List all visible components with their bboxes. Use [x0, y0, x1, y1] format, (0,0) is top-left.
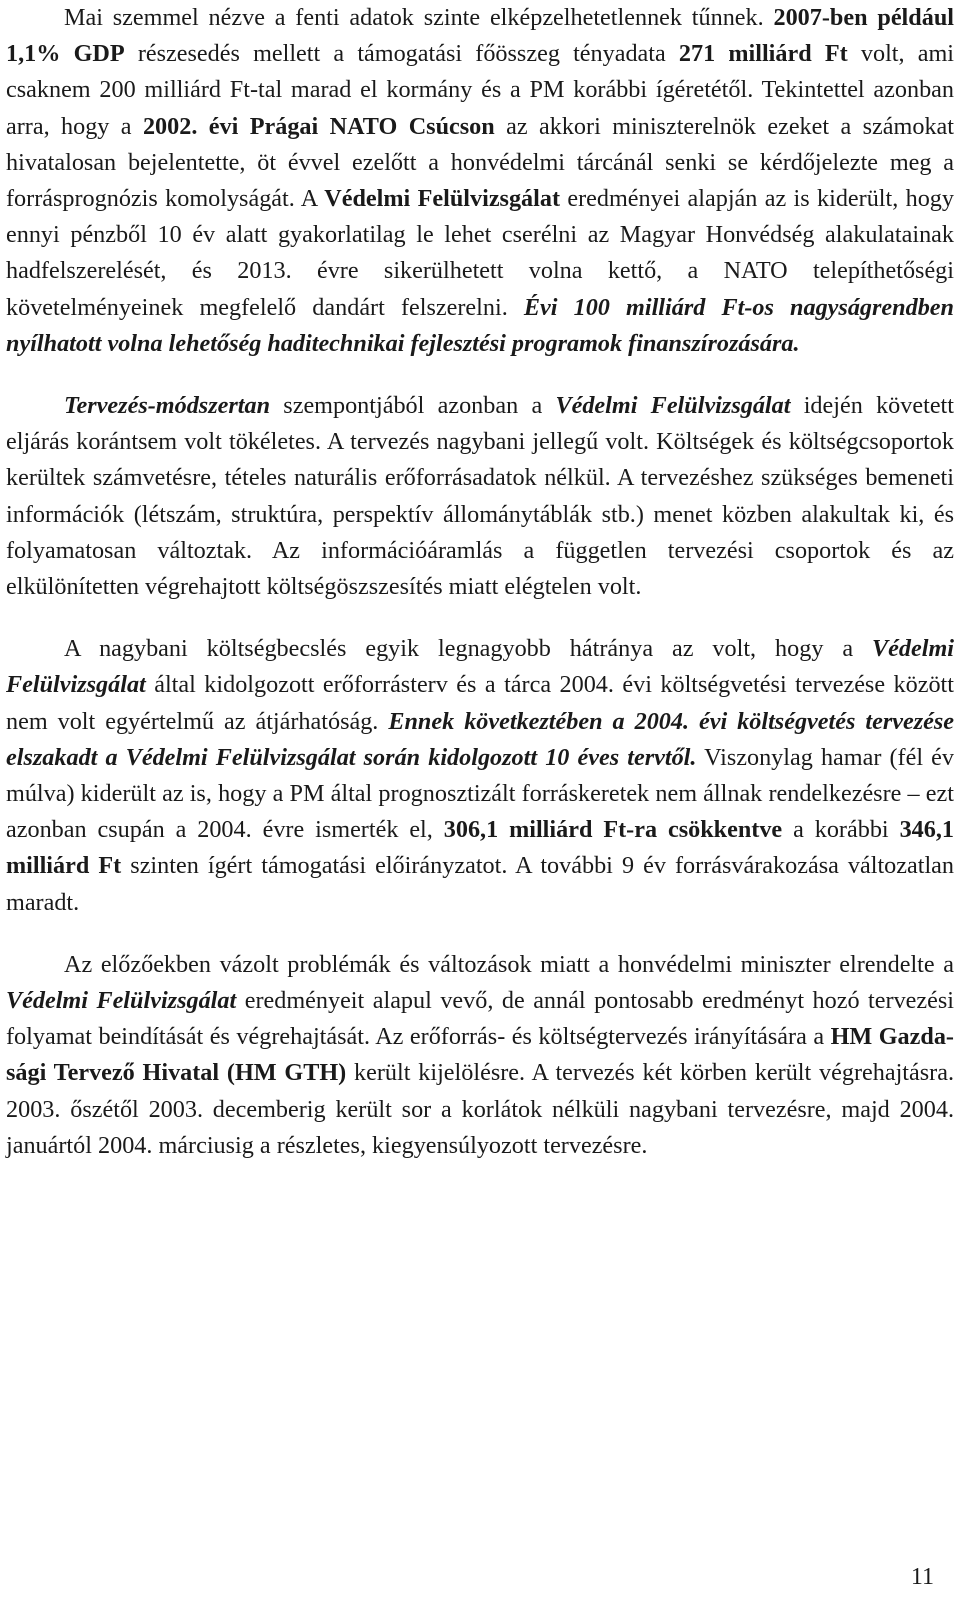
text-segment: HM Gazdasági Tervező Hivatal (HM GTH) [6, 1023, 954, 1087]
text-segment: az akkori miniszterelnök ezeket a számokat hivatalosan bejelentette, öt évvel ezelőtt a honvédelmi tárcánál senki se kérdőjelezte meg a forrásprognózis komolyságát. A [6, 112, 954, 213]
text-segment: Viszonylag hamar (fél év múlva) kiderült az is, hogy a PM által prognosztizált forráskeretek nem állnak rendelkezésre – ezt azonban csupán a 2004. évre ismerték el, [6, 743, 955, 844]
text-segment: idején követett eljárás korántsem volt tökéletes. A tervezés nagybani jellegű volt. Költségek és költségcsoportok kerültek számvetésre, tételes naturális erőforrásadatok nélkül. A tervezéshez szükséges bemeneti információk (létszám, struktúra, perspektív állománytáblák stb.) menet közben alakultak ki, és folyamatosan változtak. Az információáramlás a független tervezési csoportok és az elkülönítetten végrehajtott költségöszszesítés miatt elégtelen volt. [6, 392, 954, 601]
text-segment: Évi 100 milliárd Ft-os nagyságrendben nyílhatott volna lehetőség haditechnikai fejlesztési programok finanszírozására. [6, 293, 954, 357]
text-segment: eredményeit alapul vevő, de annál pontosabb eredményt hozó tervezési folyamat beindítását és végrehajtását. Az erőforrás- és költségtervezés irányítására a [6, 987, 955, 1051]
text-segment: Védelmi Felülvizsgálat [6, 987, 237, 1015]
text-segment: Mai szemmel nézve a fenti adatok szinte elképzelhetetlennek tűnnek. [64, 4, 774, 31]
text-segment: eredményei alapján az is kiderült, hogy ennyi pénzből 10 év alatt gyakorlatilag le lehet cserélni az Magyar Honvédség alakulatainak hadfelszerelését, és 2013. évre sikerülhetett volna kettő, a NATO telepíthetőségi követelményeinek megfelelő dandárt felszerelni. [6, 185, 954, 321]
text-segment: Védelmi Felülvizsgálat [555, 392, 791, 420]
text-segment: került kijelölésre. A tervezés két körben került végrehajtásra. 2003. őszétől 2003. decemberig került sor a korlátok nélküli nagybani tervezésre, majd 2004. januártól 2004. márciusig a részletes, kiegyensúlyozott tervezésre. [6, 1059, 955, 1159]
text-segment: 271 milliárd Ft [678, 40, 848, 68]
text-segment: a korábbi [782, 816, 900, 844]
paragraph-2 [6, 388, 954, 605]
page-number: 11 [910, 1564, 934, 1590]
paragraph-3 [6, 631, 954, 921]
text-segment: volt, ami csaknem 200 milliárd Ft-tal marad el kormány és a PM korábbi ígéretétől. Tekintettel azonban arra, hogy a [6, 40, 954, 140]
document-page [6, 0, 954, 1164]
text-segment: szempontjából azonban a [270, 392, 556, 420]
paragraph-4 [6, 947, 954, 1164]
text-segment: 2002. évi Prágai NATO Csúcson [142, 112, 495, 140]
text-segment: által kidolgozott erőforrásterv és a tárca 2004. évi költségvetési tervezése között nem volt egyértelmű az átjárhatóság. [6, 671, 954, 735]
text-segment: 346,1 milliárd Ft [6, 816, 954, 880]
text-segment: Védelmi Felülvizsgálat [6, 635, 954, 699]
text-segment: 2007-ben például 1,1% GDP [6, 4, 954, 68]
text-segment: Tervezés-módszertan [64, 392, 271, 420]
text-segment: részesedés mellett a támogatási főösszeg tényadata [124, 40, 679, 68]
paragraph-1 [6, 0, 954, 362]
text-segment: 306,1 milliárd Ft-ra csökkentve [443, 816, 783, 844]
text-segment: A nagybani költségbecslés egyik legnagyobb hátránya az volt, hogy a [64, 635, 873, 663]
text-segment: szinten ígért támogatási előirányzatot. A további 9 év forrásvárakozása változatlan maradt. [6, 852, 955, 916]
text-segment: Ennek következtében a 2004. évi költségvetés tervezése elszakadt a Védelmi Felülvizsgálat során kidolgozott 10 éves tervtől. [6, 707, 955, 771]
text-segment: Védelmi Felülvizsgálat [324, 185, 561, 213]
text-segment: Az előzőekben vázolt problémák és változások miatt a honvédelmi miniszter elrendelte a [64, 950, 954, 978]
